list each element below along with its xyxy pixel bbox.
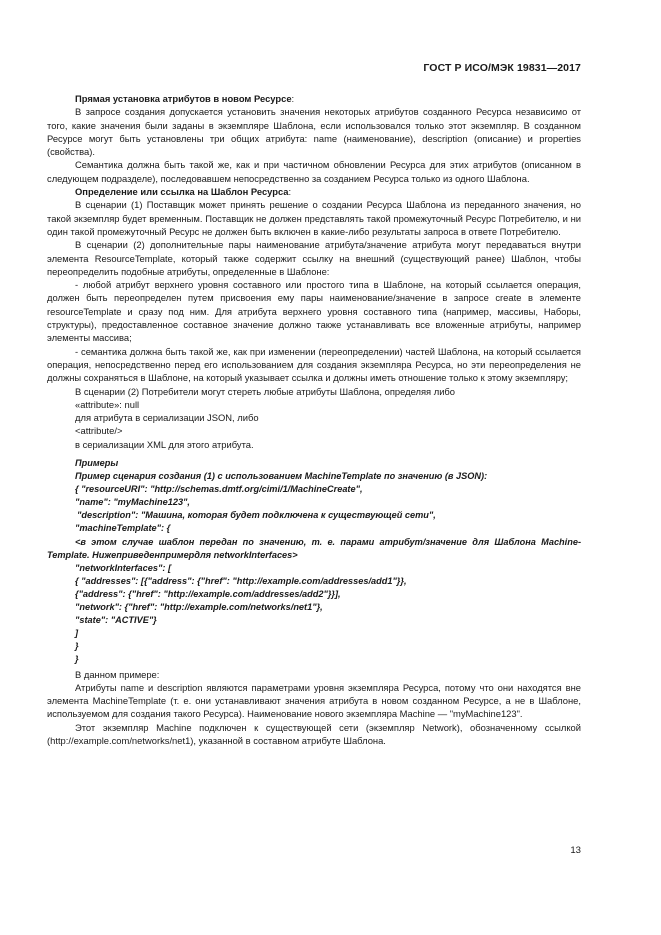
example-subtitle: Пример сценария создания (1) с использованием MachineTemplate по значению (в JSON): (75, 471, 488, 482)
closing-block (47, 668, 581, 748)
heading-text: Определение или ссылка на Шаблон Ресурса (75, 186, 289, 198)
code-line: } (75, 654, 79, 665)
text-line: в сериализации XML для этого атрибута. (75, 438, 254, 450)
heading-colon: : (288, 186, 292, 198)
example-block (47, 457, 581, 667)
code-line: "network": {"href": "http://example.com/networks/net1"}, (75, 602, 323, 613)
heading-colon: : (291, 93, 295, 104)
text-line: для атрибута в сериализации JSON, либо (75, 412, 259, 424)
heading-text: Прямая установка атрибутов в новом Ресурсе (75, 93, 292, 104)
code-line: {"address": {"href": "http://example.com/addresses/add2"}}], (75, 588, 341, 599)
code-line: ] (75, 628, 79, 639)
code-line: "machineTemplate": { (75, 523, 171, 534)
paragraph: Атрибуты name и description являются параметрами уровня экземпляра Ресурса, потому что они находятся вне элемента MachineTemplate (т. е. они устанавливают значения атрибута в новом созданном Ресурсе, а не в Шаблоне, используемом для создания такого Ресурса). Наименование нового экземпляра Machine — "myMachine123". (47, 681, 581, 720)
example-title: Примеры (75, 458, 119, 469)
code-line: { "addresses": [{"address": {"href": "http://example.com/addresses/add1"}}, (75, 575, 407, 586)
code-comment: <в этом случае шаблон передан по значению, т. е. парами атрибут/значение для Шаблона Machine-Template. Нижеприведенпримердля networkInterfaces> (47, 536, 581, 560)
paragraph: В запросе создания допускается установить значения некоторых атрибутов созданного Ресурса независимо от того, какие значения были заданы в экземпляре Шаблона, если использовался только этот экземпляр. В созданном Ресурсе могут быть установлены три общих атрибута: name (наименование), description (описание) и properties (свойства). (47, 106, 581, 158)
code-line: { "resourceURI": "http://schemas.dmtf.org/cimi/1/MachineCreate", (75, 484, 363, 495)
paragraph: В сценарии (2) дополнительные пары наименование атрибута/значение атрибута могут передаваться внутри элемента ResourceTemplate, который также содержит ссылку на внешний (существующий ранее) Шаблон, чтобы переопределить подобные атрибуты, определенные в Шаблоне: (47, 239, 581, 277)
page-number: 13 (570, 845, 581, 856)
code-line: "networkInterfaces": [ (75, 562, 172, 573)
code-line: "state": "ACTIVE"} (75, 615, 157, 626)
paragraph: В сценарии (2) Потребители могут стереть любые атрибуты Шаблона, определяя либо (75, 385, 456, 397)
code-line: <attribute/> (75, 425, 123, 437)
paragraph: В сценарии (1) Поставщик может принять решение о создании Ресурса Шаблона из переданного значения, но такой экземпляр будет временным. Поставщик не должен представлять такой промежуточный Ресурс Потребителю, и ни один такой промежуточный Ресурс не должен быть включен в какие-либо результаты запроса в ответе Потребителю. (47, 199, 581, 237)
code-line: "description": "Машина, которая будет подключена к существующей сети", (77, 510, 436, 521)
code-line: «attribute»: null (75, 398, 140, 410)
section-heading-direct-attributes (47, 92, 581, 105)
text-line: В данном примере: (75, 668, 160, 680)
paragraph: Семантика должна быть такой же, как и при частичном обновлении Ресурса для этих атрибутов (описанном в следующем подразделе), последовавшем непосредственно за созданием Ресурса только из одного Шаблона. (47, 159, 581, 184)
list-item: - семантика должна быть такой же, как при изменении (переопределении) частей Шаблона, на который ссылается операция, непосредственно перед его использованием для создания экземпляра Ресурса, но эти переопределения не должны сохраняться в Шаблоне, на который указывает ссылка и должны иметь отношение только к этому экземпляру; (47, 345, 581, 384)
code-line: } (75, 641, 79, 652)
paragraph: Этот экземпляр Machine подключен к существующей сети (экземпляр Network), обозначенному ссылкой (http://example.com/networks/net1), указанной в составном атрибуте Шаблона. (47, 721, 581, 746)
document-header: ГОСТ Р ИСО/МЭК 19831—2017 (423, 62, 581, 74)
code-line: "name": "myMachine123", (75, 497, 190, 508)
page-content (47, 92, 581, 747)
list-item: - любой атрибут верхнего уровня составного или простого типа в Шаблоне, на который ссылается операция, должен быть переопределен путем присвоения ему пары наименование/значение в запросе create в элементе resourceTemplate и сразу под ним. Для атрибута верхнего уровня составного типа (например, массивы, Наборы, структуры), предоставленное составное значение должно также устанавливать все вложенные атрибуты, например элементы массива; (47, 279, 581, 344)
section-heading-template-reference (47, 185, 581, 198)
